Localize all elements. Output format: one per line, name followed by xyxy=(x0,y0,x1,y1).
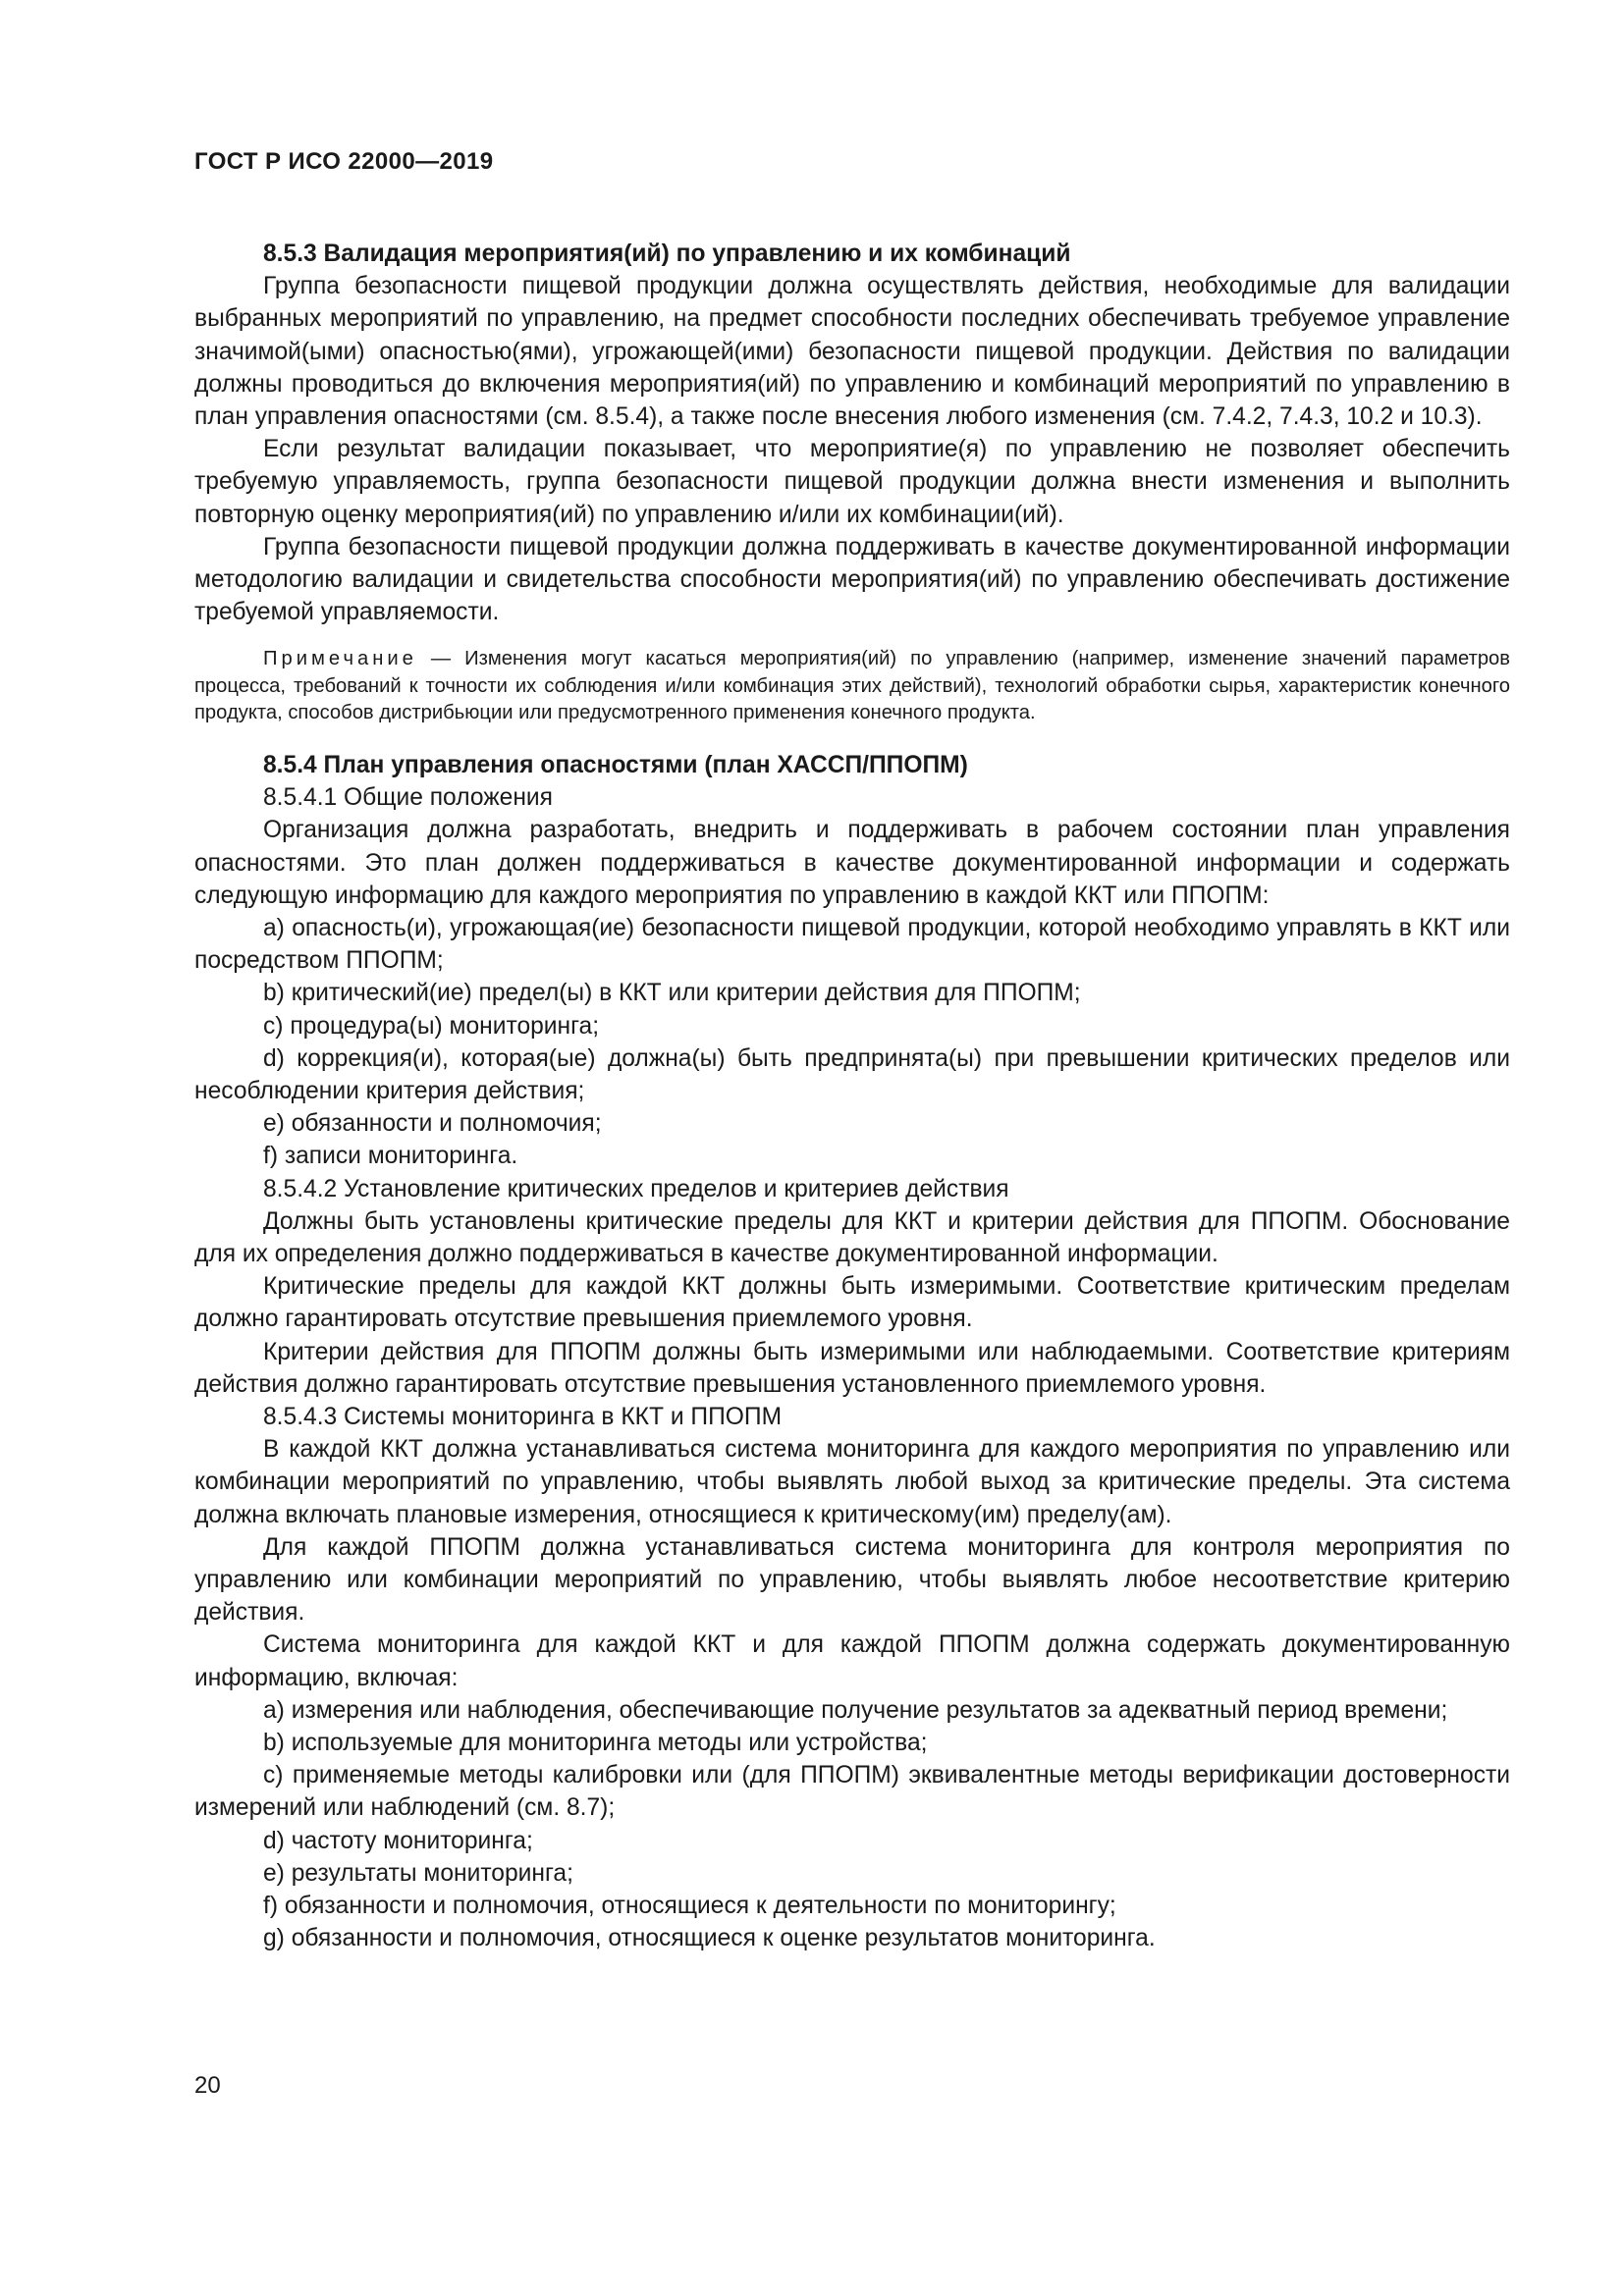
paragraph: Должны быть установлены критические пределы для ККТ и критерии действия для ППОПМ. Обоснование для их определения должно поддерживаться в качестве документированной информации. xyxy=(194,1207,1510,1267)
list-item: b) используемые для мониторинга методы или устройства; xyxy=(263,1730,928,1757)
subsection-title: 8.5.4.2 Установление критических пределов и критериев действия xyxy=(263,1175,1009,1202)
paragraph: Система мониторинга для каждой ККТ и для каждой ППОПМ должна содержать документированную информацию, включая: xyxy=(194,1631,1510,1691)
list-item: b) критический(ие) предел(ы) в ККТ или критерии действия для ППОПМ; xyxy=(263,980,1081,1007)
list-item: f) обязанности и полномочия, относящиеся к деятельности по мониторингу; xyxy=(263,1893,1116,1920)
paragraph: Критические пределы для каждой ККТ должны быть измеримыми. Соответствие критическим пределам должно гарантировать отсутствие превышения приемлемого уровня. xyxy=(194,1273,1510,1333)
note-block xyxy=(194,646,1510,727)
list-item: e) результаты мониторинга; xyxy=(263,1859,573,1887)
document-header: ГОСТ Р ИСО 22000—2019 xyxy=(194,148,494,175)
list-item: а) измерения или наблюдения, обеспечивающие получение результатов за адекватный период времени; xyxy=(263,1696,1448,1724)
list-item: а) опасность(и), угрожающая(ие) безопасности пищевой продукции, которой необходимо управлять в ККТ или посредством ППОПМ; xyxy=(194,914,1510,975)
section-8-5-3 xyxy=(194,238,1510,628)
list-item: c) применяемые методы калибровки или (для ППОПМ) эквивалентные методы верификации достоверности измерений или наблюдений (см. 8.7); xyxy=(194,1762,1510,1822)
list-item: g) обязанности и полномочия, относящиеся к оценке результатов мониторинга. xyxy=(263,1925,1156,1952)
paragraph: Группа безопасности пищевой продукции должна поддерживать в качестве документированной информации методологию валидации и свидетельства способности мероприятия(ий) по управлению обеспечивать достижение требуемой управляемости. xyxy=(194,533,1510,626)
note-paragraph xyxy=(194,646,1510,727)
list-item: d) частоту мониторинга; xyxy=(263,1827,533,1854)
paragraph: Критерии действия для ППОПМ должны быть измеримыми или наблюдаемыми. Соответствие критериям действия должно гарантировать отсутствие превышения установленного приемлемого уровня. xyxy=(194,1338,1510,1398)
note-label: Примечание xyxy=(263,648,417,670)
list-item: c) процедура(ы) мониторинга; xyxy=(263,1012,600,1040)
subsection-title: 8.5.4.3 Системы мониторинга в ККТ и ППОПМ xyxy=(263,1404,783,1430)
section-heading: 8.5.4 План управления опасностями (план ХАССП/ППОПМ) xyxy=(263,751,968,778)
list-item: e) обязанности и полномочия; xyxy=(263,1110,602,1138)
subsection-title: 8.5.4.1 Общие положения xyxy=(263,784,553,812)
page-number: 20 xyxy=(194,2072,221,2099)
paragraph: Организация должна разработать, внедрить и поддерживать в рабочем состоянии план управления опасностями. Это план должен поддерживаться в качестве документированной информации и содержать следующую информацию для каждого мероприятия по управлению в каждой ККТ или ППОПМ: xyxy=(194,817,1510,909)
document-page xyxy=(194,147,1510,1954)
section-heading: 8.5.3 Валидация мероприятия(ий) по управлению и их комбинаций xyxy=(263,240,1071,267)
paragraph: Группа безопасности пищевой продукции должна осуществлять действия, необходимые для валидации выбранных мероприятий по управлению, на предмет способности последних обеспечивать требуемое управление значимой(ыми) опасностью(ями), угрожающей(ими) безопасности пищевой продукции. Действия по валидации должны проводиться до включения мероприятия(ий) по управлению и комбинаций мероприятий по управлению в план управления опасностями (см. 8.5.4), а также после внесения любого изменения (см. 7.4.2, 7.4.3, 10.2 и 10.3). xyxy=(194,273,1510,431)
list-item: d) коррекция(и), которая(ые) должна(ы) быть предпринята(ы) при превышении критических пределов или несоблюдении критерия действия; xyxy=(194,1044,1510,1104)
paragraph: Если результат валидации показывает, что мероприятие(я) по управлению не позволяет обеспечить требуемую управляемость, группа безопасности пищевой продукции должна внести изменения и выполнить повторную оценку мероприятия(ий) по управлению и/или их комбинации(ий). xyxy=(194,436,1510,528)
paragraph: В каждой ККТ должна устанавливаться система мониторинга для каждого мероприятия по управлению или комбинации мероприятий по управлению, чтобы выявлять любой выход за критические пределы. Эта система должна включать плановые измерения, относящиеся к критическому(им) пределу(ам). xyxy=(194,1436,1510,1528)
note-text: — Изменения могут касаться мероприятия(ий) по управлению (например, изменение значений параметров процесса, требований к точности их соблюдения и/или комбинация этих действий), технологий обработки сырья, характеристик конечного продукта, способов дистрибьюции или предусмотренного применения конечного продукта. xyxy=(194,648,1510,724)
list-item: f) записи мониторинга. xyxy=(263,1143,518,1170)
section-8-5-4 xyxy=(194,749,1510,1955)
paragraph: Для каждой ППОПМ должна устанавливаться система мониторинга для контроля мероприятия по управлению или комбинации мероприятий по управлению, чтобы выявлять любое несоответствие критерию действия. xyxy=(194,1533,1510,1627)
